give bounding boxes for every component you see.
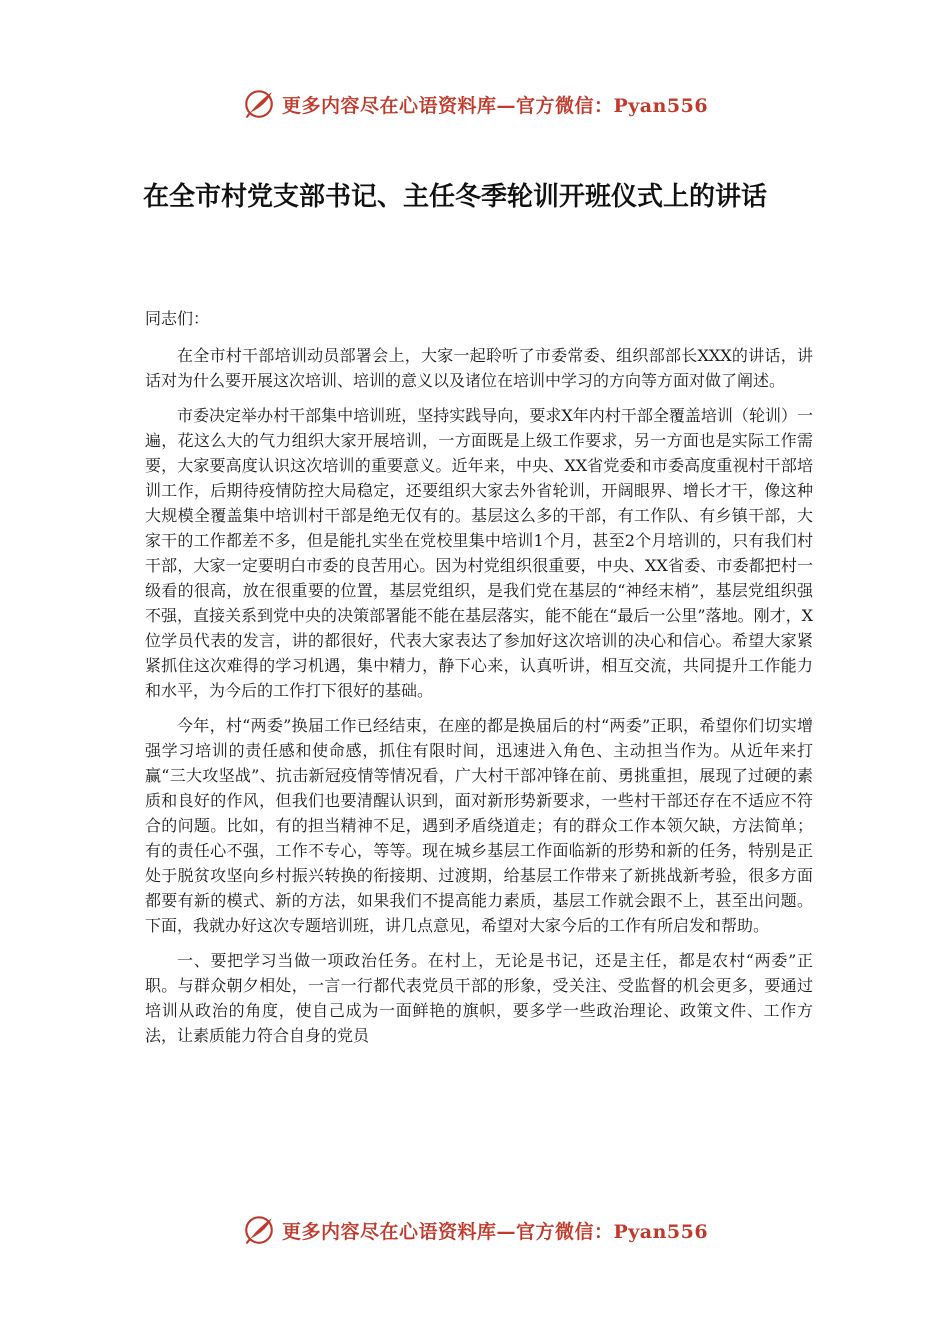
feather-pen-logo-icon <box>242 1213 276 1247</box>
paragraph: 在全市村干部培训动员部署会上，大家一起聆听了市委常委、组织部部长XXX的讲话，讲话对为什么要开展这次培训、培训的意义以及诸位在培训中学习的方向等方面对做了阐述。 <box>145 346 813 390</box>
watermark-text: 更多内容尽在心语资料库—官方微信：Pyan556 <box>281 1220 709 1243</box>
header-watermark-banner <box>0 84 950 124</box>
document-title: 在全市村党支部书记、主任冬季轮训开班仪式上的讲话 <box>143 182 768 212</box>
paragraph: 一、要把学习当做一项政治任务。在村上，无论是书记，还是主任，都是农村“两委”正职。与群众朝夕相处，一言一行都代表党员干部的形象，受关注、受监督的机会更多，要通过培训从政治的角度，使自己成为一面鲜艳的旗帜，要多学一些政治理论、政策文件、工作方法，让素质能力符合自身的党员 <box>145 951 813 1045</box>
footer-watermark-banner <box>0 1210 950 1250</box>
salutation: 同志们： <box>145 309 210 328</box>
document-body <box>145 306 813 1058</box>
paragraph: 今年，村“两委”换届工作已经结束，在座的都是换届后的村“两委”正职，希望你们切实增强学习培训的责任感和使命感，抓住有限时间，迅速进入角色、主动担当作为。从近年来打赢“三大攻坚战”、抗击新冠疫情等情况看，广大村干部冲锋在前、勇挑重担，展现了过硬的素质和良好的作风，但我们也要清醒认识到，面对新形势新要求，一些村干部还存在不适应不符合的问题。比如，有的担当精神不足，遇到矛盾绕道走；有的群众工作本领欠缺，方法简单；有的责任心不强，工作不专心，等等。现在城乡基层工作面临新的形势和新的任务，特别是正处于脱贫攻坚向乡村振兴转换的衔接期、过渡期，给基层工作带来了新挑战新考验，很多方面都要有新的模式、新的方法，如果我们不提高能力素质，基层工作就会跟不上，甚至出问题。下面，我就办好这次专题培训班，讲几点意见，希望对大家今后的工作有所启发和帮助。 <box>145 716 813 935</box>
feather-pen-logo-icon <box>242 87 276 121</box>
paragraph: 市委决定举办村干部集中培训班，坚持实践导向，要求X年内村干部全覆盖培训（轮训）一遍，花这么大的气力组织大家开展培训，一方面既是上级工作要求，另一方面也是实际工作需要，大家要高度认识这次培训的重要意义。近年来，中央、XX省党委和市委高度重视村干部培训工作，后期待疫情防控大局稳定，还要组织大家去外省轮训，开阔眼界、增长才干，像这种大规模全覆盖集中培训村干部是绝无仅有的。基层这么多的干部，有工作队、有乡镇干部，大家干的工作都差不多，但是能扎实坐在党校里集中培训1个月，甚至2个月培训的，只有我们村干部，大家一定要明白市委的良苦用心。因为村党组织很重要，中央、XX省委、市委都把村一级看的很高，放在很重要的位置，基层党组织，是我们党在基层的“神经末梢”，基层党组织强不强，直接关系到党中央的决策部署能不能在基层落实，能不能在“最后一公里”落地。刚才，X位学员代表的发言，讲的都很好，代表大家表达了参加好这次培训的决心和信心。希望大家紧紧抓住这次难得的学习机遇，集中精力，静下心来，认真听讲，相互交流，共同提升工作能力和水平，为今后的工作打下很好的基础。 <box>145 406 813 700</box>
watermark-text: 更多内容尽在心语资料库—官方微信：Pyan556 <box>281 94 709 117</box>
